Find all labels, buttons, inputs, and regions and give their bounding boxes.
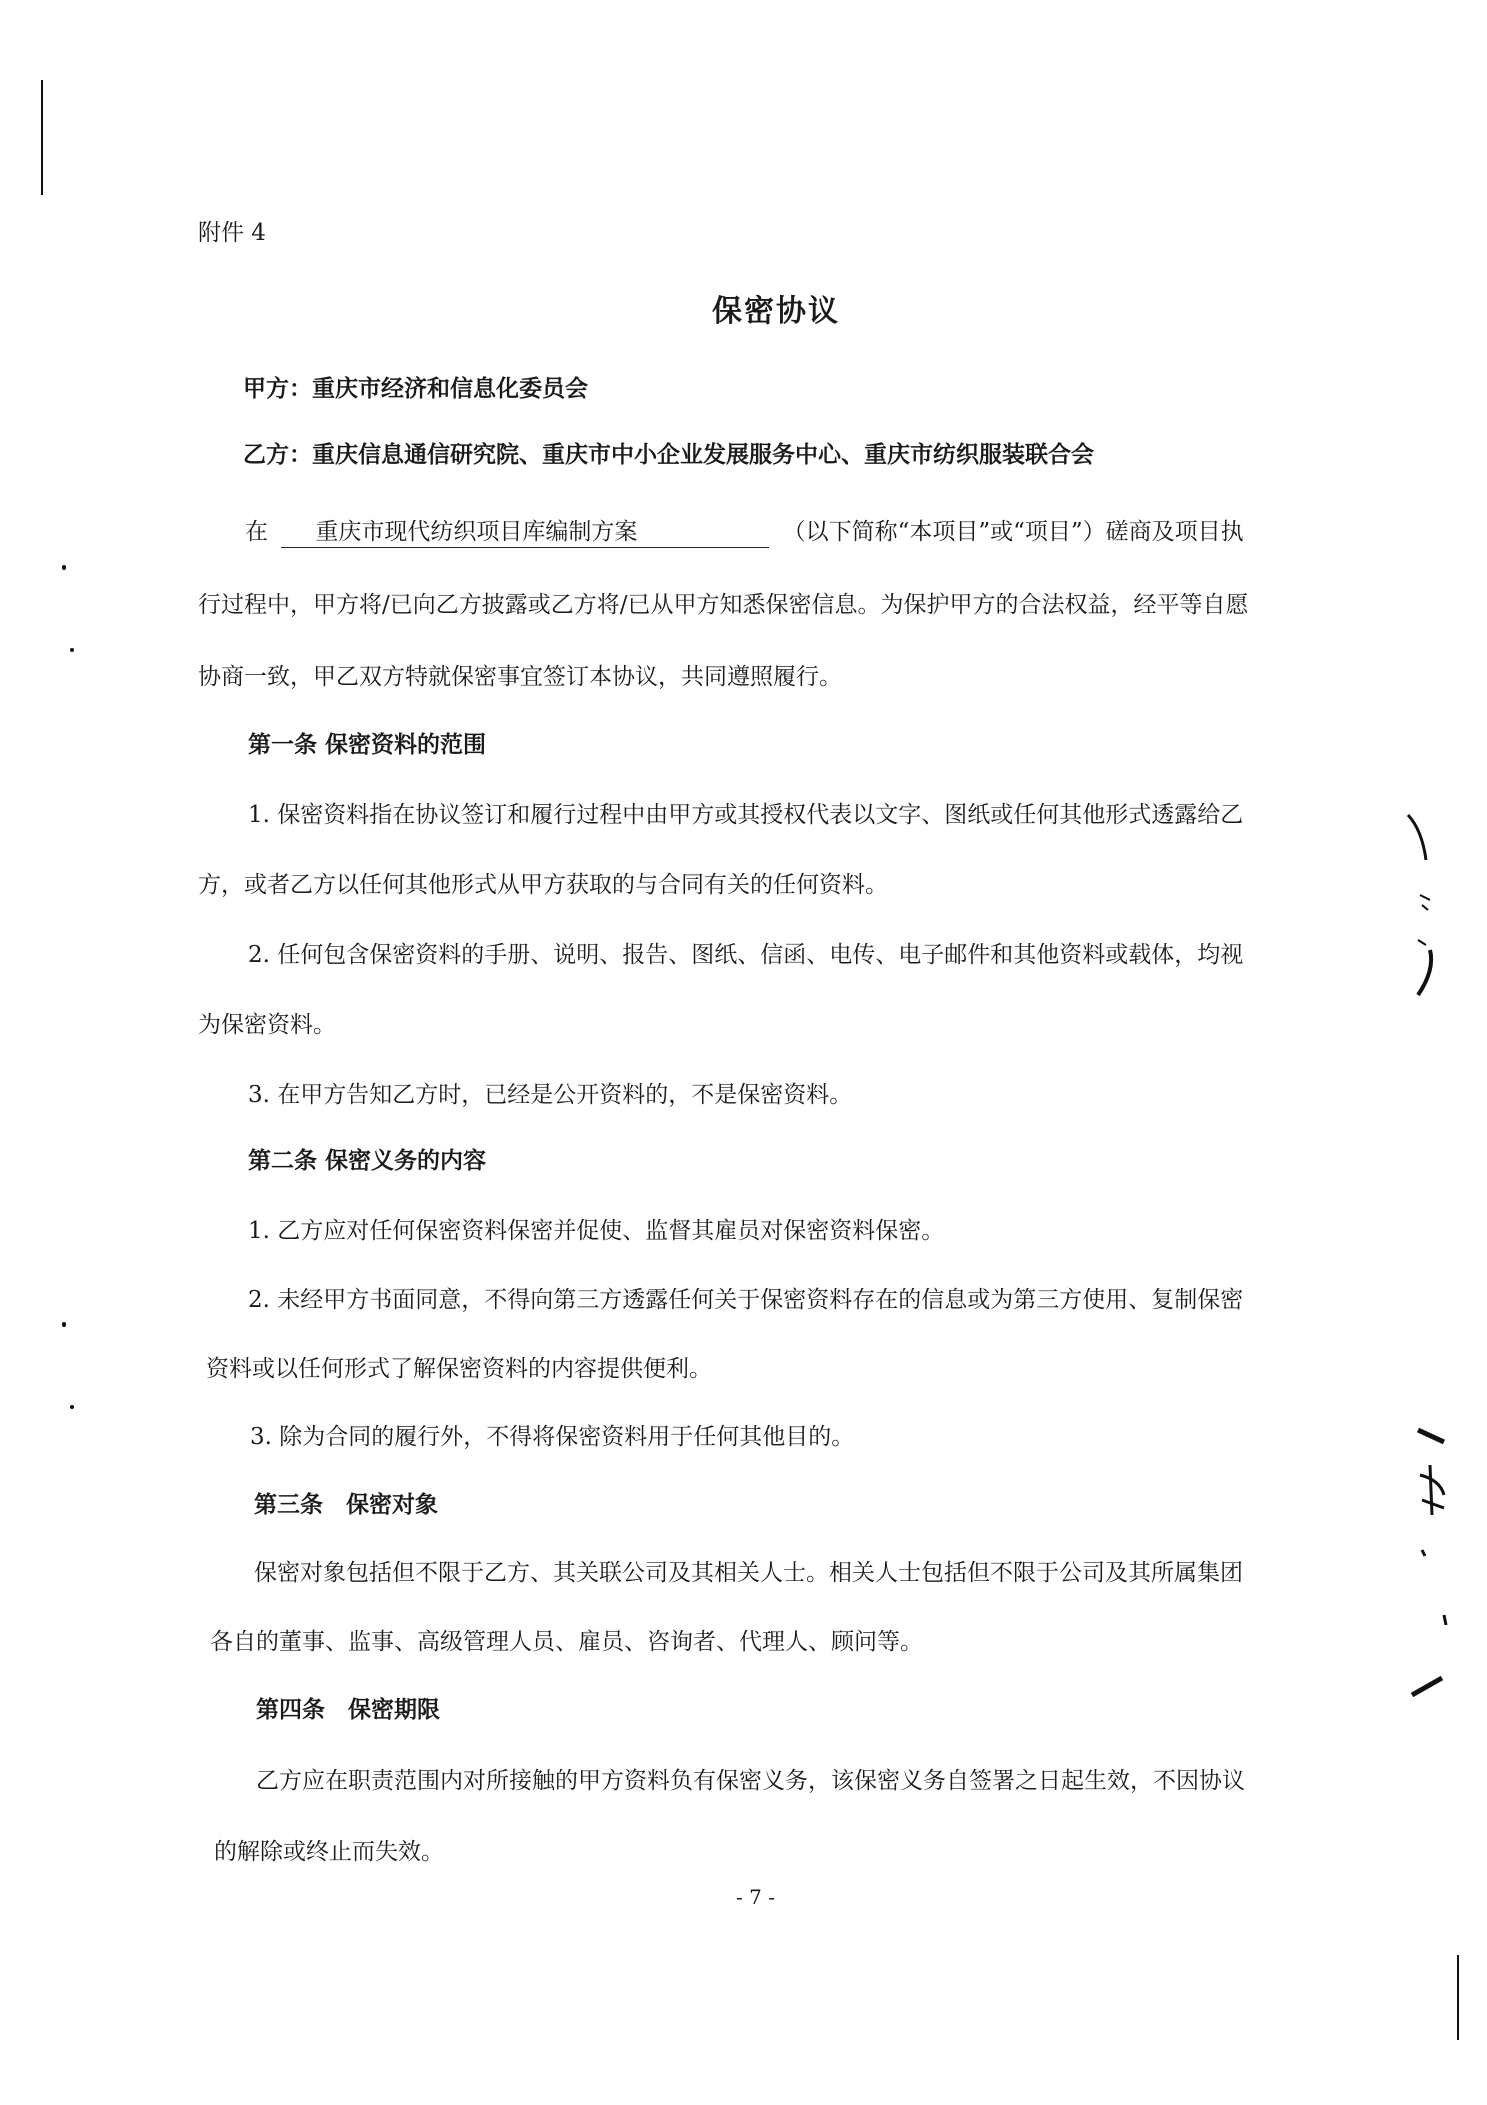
- article-4-line-2: 的解除或终止而失效。: [214, 1839, 444, 1865]
- article-1-item-2-line-1: 2. 任何包含保密资料的手册、说明、报告、图纸、信函、电传、电子邮件和其他资料或载体，均视: [248, 942, 1244, 968]
- article-1-item-3: 3. 在甲方告知乙方时，已经是公开资料的，不是保密资料。: [248, 1082, 853, 1108]
- seal-fragment-upper: [1400, 800, 1460, 1000]
- article-2-heading: 第二条 保密义务的内容: [248, 1148, 487, 1174]
- party-a: 甲方：重庆市经济和信息化委员会: [243, 376, 588, 402]
- party-b: 乙方：重庆信息通信研究院、重庆市中小企业发展服务中心、重庆市纺织服装联合会: [243, 442, 1094, 468]
- punch-dot-3: [62, 1322, 66, 1327]
- article-3-line-1: 保密对象包括但不限于乙方、其关联公司及其相关人士。相关人士包括但不限于公司及其所属集团: [254, 1560, 1243, 1586]
- article-2-item-2-line-2: 资料或以任何形式了解保密资料的内容提供便利。: [206, 1356, 712, 1382]
- article-2-item-2-line-1: 2. 未经甲方书面同意，不得向第三方透露任何关于保密资料存在的信息或为第三方使用、复制保密: [248, 1287, 1244, 1313]
- punch-dot-1: [62, 565, 66, 570]
- intro-line-1: [245, 517, 1244, 548]
- intro-prefix: 在: [245, 519, 268, 545]
- project-name: [281, 517, 769, 548]
- scan-edge-line-top: [41, 80, 43, 195]
- seal-fragment-lower: [1400, 1420, 1470, 1720]
- punch-dot-4: [70, 1405, 74, 1409]
- article-4-heading: 第四条 保密期限: [256, 1697, 440, 1723]
- article-1-item-1-line-1: 1. 保密资料指在协议签订和履行过程中由甲方或其授权代表以文字、图纸或任何其他形式透露给乙: [248, 802, 1244, 828]
- intro-suffix: （以下简称“本项目”或“项目”）磋商及项目执: [782, 519, 1244, 545]
- attachment-label: 附件 4: [198, 220, 266, 246]
- intro-line-2: 行过程中，甲方将/已向乙方披露或乙方将/已从甲方知悉保密信息。为保护甲方的合法权益，经平等自愿: [198, 592, 1249, 618]
- article-2-item-3: 3. 除为合同的履行外，不得将保密资料用于任何其他目的。: [250, 1424, 855, 1450]
- article-3-line-2: 各自的董事、监事、高级管理人员、雇员、咨询者、代理人、顾问等。: [210, 1629, 923, 1655]
- article-1-heading: 第一条 保密资料的范围: [248, 732, 487, 758]
- article-3-heading: 第三条 保密对象: [254, 1492, 438, 1518]
- scan-edge-line-bottom: [1457, 1955, 1459, 2040]
- article-2-item-1: 1. 乙方应对任何保密资料保密并促使、监督其雇员对保密资料保密。: [248, 1218, 945, 1244]
- project-name-text: 重庆市现代纺织项目库编制方案: [315, 519, 638, 545]
- article-1-item-2-line-2: 为保密资料。: [198, 1012, 336, 1038]
- article-1-item-1-line-2: 方，或者乙方以任何其他形式从甲方获取的与合同有关的任何资料。: [198, 872, 888, 898]
- intro-line-3: 协商一致，甲乙双方特就保密事宜签订本协议，共同遵照履行。: [198, 664, 842, 690]
- article-4-line-1: 乙方应在职责范围内对所接触的甲方资料负有保密义务，该保密义务自签署之日起生效，不因协议: [256, 1768, 1245, 1794]
- punch-dot-2: [70, 648, 74, 652]
- page-number: - 7 -: [736, 1885, 775, 1909]
- document-title: 保密协议: [712, 294, 840, 329]
